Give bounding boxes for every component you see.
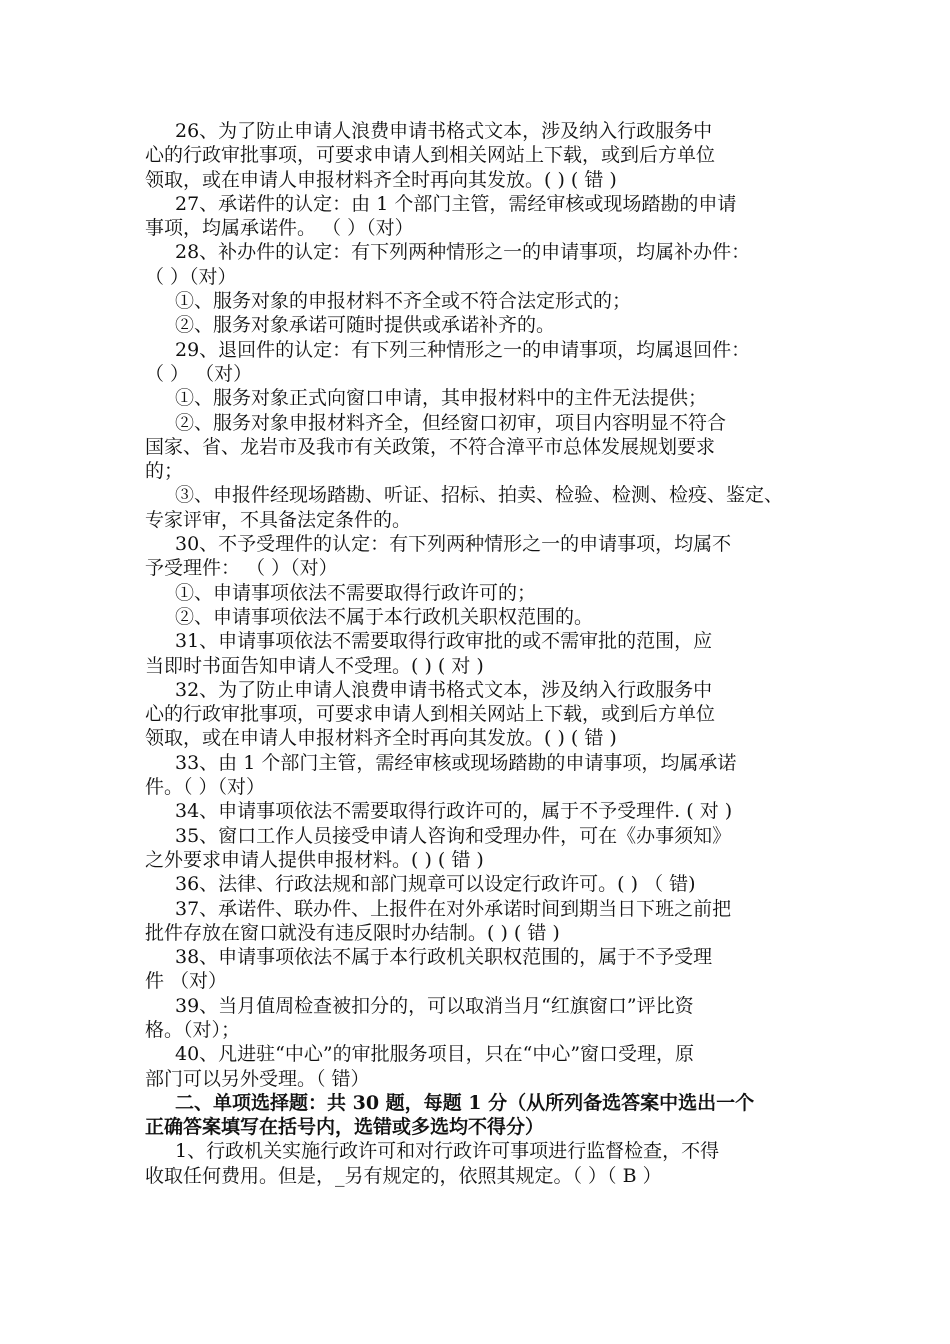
text-line: 领取，或在申请人申报材料齐全时再向其发放。( ) ( 错 ): [145, 727, 617, 750]
text-line: 27、承诺件的认定：由 1 个部门主管，需经审核或现场踏勘的申请: [175, 192, 737, 215]
text-line: 予受理件： （ ）（对）: [145, 557, 338, 580]
text-line: 件 （对）: [145, 970, 228, 993]
section-heading-line: 正确答案填写在括号内，选错或多选均不得分）: [145, 1116, 545, 1139]
text-line: 格。（对）；: [145, 1018, 241, 1041]
text-line: 1、行政机关实施行政许可和对行政许可事项进行监督检查，不得: [175, 1140, 720, 1163]
text-line: 件。（ ）（对）: [145, 776, 266, 799]
text-line: 36、法律、行政法规和部门规章可以设定行政许可。( ) （ 错): [175, 873, 696, 896]
text-line: 35、窗口工作人员接受申请人咨询和受理办件，可在《办事须知》: [175, 824, 732, 847]
text-line: 30、不予受理件的认定：有下列两种情形之一的申请事项，均属不: [175, 533, 732, 556]
text-line: 39、当月值周检查被扣分的，可以取消当月“红旗窗口”评比资: [175, 994, 694, 1017]
text-line: 31、申请事项依法不需要取得行政审批的或不需审批的范围，应: [175, 630, 713, 653]
text-line: 40、凡进驻“中心”的审批服务项目，只在“中心”窗口受理，原: [175, 1043, 695, 1066]
text-line: ①、申请事项依法不需要取得行政许可的；: [175, 581, 537, 604]
text-line: ②、申请事项依法不属于本行政机关职权范围的。: [175, 605, 594, 628]
text-line: 26、为了防止申请人浪费申请书格式文本，涉及纳入行政服务中: [175, 120, 713, 142]
text-line: 事项，均属承诺件。 （ ）（对）: [145, 217, 414, 240]
text-line: 28、补办件的认定：有下列两种情形之一的申请事项，均属补办件：: [175, 241, 751, 264]
section-heading-line: 二、单项选择题：共 30 题，每题 1 分（从所列备选答案中选出一个: [175, 1091, 755, 1114]
text-line: 心的行政审批事项，可要求申请人到相关网站上下载，或到后方单位: [145, 703, 716, 726]
text-line: ①、服务对象的申报材料不齐全或不符合法定形式的；: [175, 290, 632, 313]
text-line: 心的行政审批事项，可要求申请人到相关网站上下载，或到后方单位: [145, 144, 716, 167]
text-line: 38、申请事项依法不属于本行政机关职权范围的，属于不予受理: [175, 946, 713, 969]
text-line: ②、服务对象申报材料齐全，但经窗口初审，项目内容明显不符合: [175, 411, 727, 434]
text-line: 之外要求申请人提供申报材料。( ) ( 错 ): [145, 848, 484, 871]
text-line: 的；: [145, 460, 184, 483]
text-line: 34、申请事项依法不需要取得行政许可的，属于不予受理件. ( 对 ): [175, 800, 733, 823]
text-line: 领取，或在申请人申报材料齐全时再向其发放。( ) ( 错 ): [145, 168, 617, 191]
text-line: 收取任何费用。但是，_另有规定的，依照其规定。（ ）（ B ）: [145, 1164, 662, 1187]
text-line: 专家评审，不具备法定条件的。: [145, 508, 412, 531]
text-line: （ ）（对）: [145, 265, 237, 288]
text-line: 部门可以另外受理。（ 错）: [145, 1067, 370, 1090]
text-line: 29、退回件的认定：有下列三种情形之一的申请事项，均属退回件：: [175, 338, 751, 361]
text-line: 当即时书面告知申请人不受理。( ) ( 对 ): [145, 654, 484, 677]
text-line: 33、由 1 个部门主管，需经审核或现场踏勘的申请事项，均属承诺: [175, 751, 737, 774]
text-line: ③、申报件经现场踏勘、听证、招标、拍卖、检验、检测、检疫、鉴定、: [175, 484, 784, 507]
text-line: ①、服务对象正式向窗口申请，其申报材料中的主件无法提供；: [175, 387, 708, 410]
text-line: 批件存放在窗口就没有违反限时办结制。( ) ( 错 ): [145, 921, 560, 944]
text-line: 37、承诺件、联办件、上报件在对外承诺时间到期当日下班之前把: [175, 897, 732, 920]
document-body: [145, 119, 813, 1188]
text-line: ②、服务对象承诺可随时提供或承诺补齐的。: [175, 314, 556, 337]
text-line: （ ） （对）: [145, 362, 253, 385]
text-line: 国家、省、龙岩市及我市有关政策，不符合漳平市总体发展规划要求: [145, 435, 716, 458]
text-line: 32、为了防止申请人浪费申请书格式文本，涉及纳入行政服务中: [175, 678, 713, 701]
